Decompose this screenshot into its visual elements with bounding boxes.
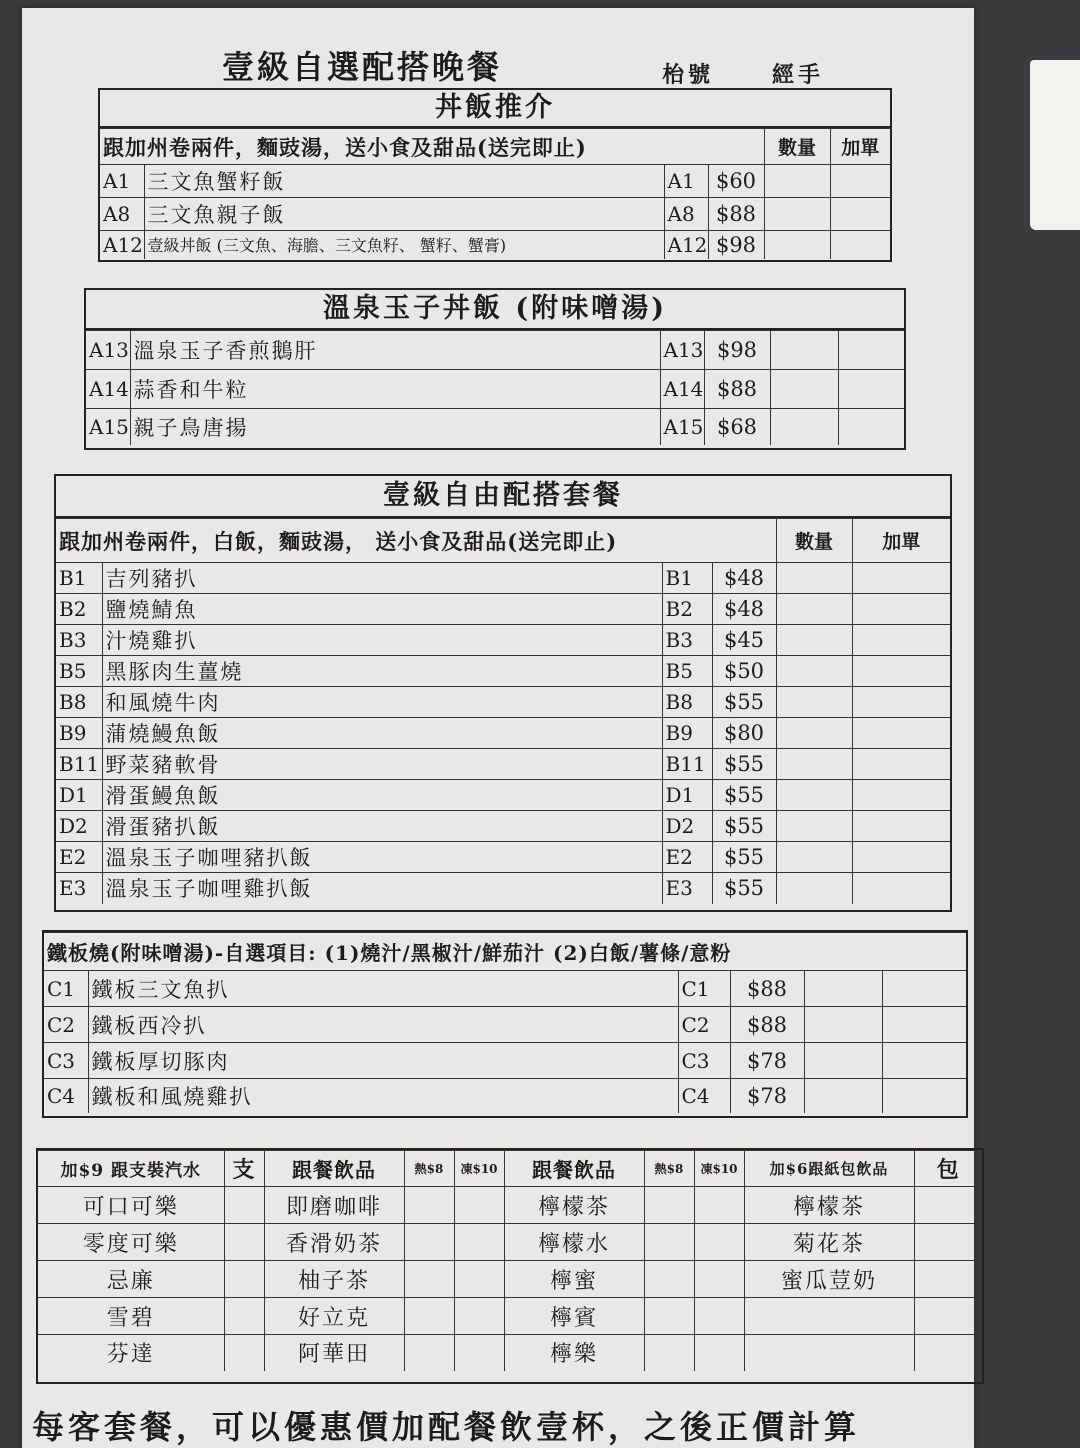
item-name: 汁燒雞扒: [102, 625, 662, 656]
menu-row: [100, 231, 890, 259]
item-code-repeat: B3: [662, 625, 712, 656]
cold-qty-cell[interactable]: [694, 1335, 744, 1371]
hot-qty-cell[interactable]: [644, 1298, 694, 1335]
cold-qty-cell[interactable]: [454, 1335, 504, 1371]
item-name: 鐵板厚切豚肉: [88, 1043, 678, 1079]
donburi-header-row: [100, 129, 890, 165]
item-price: $78: [730, 1079, 804, 1113]
section-donburi-title: 丼飯推介: [100, 90, 890, 128]
item-code-repeat: A13: [660, 331, 704, 370]
item-name: 三文魚蟹籽飯: [144, 165, 664, 198]
menu-header: [22, 8, 974, 88]
item-code: E2: [56, 842, 102, 873]
item-name: 三文魚親子飯: [144, 198, 664, 231]
extra-order-cell[interactable]: [882, 1079, 966, 1113]
set-drink-item: 檸檬茶: [504, 1187, 644, 1224]
drinks-row: [38, 1261, 982, 1298]
item-price: $78: [730, 1043, 804, 1079]
item-price: $55: [712, 842, 776, 873]
item-name: 壹級丼飯 (三文魚、海膽、三文魚籽、 蟹籽、蟹膏): [144, 231, 664, 259]
teppanyaki-note: 鐵板燒(附味噌湯)-自選項目: (1)燒汁/黑椒汁/鮮茄汁 (2)白飯/薯條/意粉: [44, 933, 966, 971]
extra-order-cell[interactable]: [830, 198, 890, 231]
qty-cell[interactable]: [804, 1079, 882, 1113]
soda-qty-cell[interactable]: [224, 1261, 264, 1298]
item-code: B9: [56, 718, 102, 749]
hot-qty-cell[interactable]: [404, 1335, 454, 1371]
item-price: $88: [730, 1007, 804, 1043]
extra-order-cell[interactable]: [830, 165, 890, 198]
extra-order-cell[interactable]: [852, 749, 950, 780]
qty-cell[interactable]: [776, 842, 852, 873]
qty-cell[interactable]: [776, 749, 852, 780]
packed-drink-item: [744, 1298, 914, 1335]
item-price: $55: [712, 873, 776, 904]
item-price: $68: [704, 409, 770, 445]
qty-cell[interactable]: [764, 231, 830, 259]
menu-row: [44, 1079, 966, 1113]
qty-cell[interactable]: [804, 1043, 882, 1079]
item-code-repeat: E3: [662, 873, 712, 904]
item-code: B11: [56, 749, 102, 780]
item-name: 野菜豬軟骨: [102, 749, 662, 780]
item-price: $98: [708, 231, 764, 259]
item-price: $55: [712, 811, 776, 842]
qty-cell[interactable]: [776, 873, 852, 904]
qty-cell[interactable]: [764, 165, 830, 198]
item-code-repeat: A8: [664, 198, 708, 231]
soda-qty-cell[interactable]: [224, 1187, 264, 1224]
extra-order-cell[interactable]: [852, 842, 950, 873]
soda-qty-cell[interactable]: [224, 1335, 264, 1371]
item-code-repeat: A15: [660, 409, 704, 445]
set-drink-item: 柚子茶: [264, 1261, 404, 1298]
drinks-row: [38, 1224, 982, 1261]
item-name: 黑豚肉生薑燒: [102, 656, 662, 687]
item-code-repeat: D2: [662, 811, 712, 842]
set-drink-item: 香滑奶茶: [264, 1224, 404, 1261]
packed-qty-cell[interactable]: [914, 1335, 982, 1371]
set-drink-item: 檸蜜: [504, 1261, 644, 1298]
soda-qty-cell[interactable]: [224, 1224, 264, 1261]
item-name: 吉列豬扒: [102, 563, 662, 594]
item-code-repeat: A1: [664, 165, 708, 198]
qty-cell[interactable]: [770, 370, 838, 409]
menu-row: [44, 1007, 966, 1043]
cold-qty-cell[interactable]: [454, 1224, 504, 1261]
teppanyaki-table: [44, 932, 966, 1113]
set-drink-header-2: 跟餐飲品: [504, 1151, 644, 1187]
menu-row: [44, 1043, 966, 1079]
item-code-repeat: B11: [662, 749, 712, 780]
hot-qty-cell[interactable]: [404, 1224, 454, 1261]
qty-cell[interactable]: [776, 780, 852, 811]
section-free-combo: [54, 474, 952, 912]
extra-order-cell[interactable]: [852, 873, 950, 904]
qty-cell[interactable]: [770, 409, 838, 445]
hot-price-header: 熱$8: [404, 1151, 454, 1187]
menu-row: [56, 811, 950, 842]
item-code-repeat: C1: [678, 971, 730, 1007]
packed-drink-item: [744, 1335, 914, 1371]
cold-qty-cell[interactable]: [454, 1187, 504, 1224]
item-code: B8: [56, 687, 102, 718]
item-code-repeat: C4: [678, 1079, 730, 1113]
packed-drink-item: 檸檬茶: [744, 1187, 914, 1224]
menu-title: 壹級自選配搭晚餐: [222, 48, 503, 86]
set-drink-item: 阿華田: [264, 1335, 404, 1371]
item-code-repeat: B8: [662, 687, 712, 718]
packed-qty-cell[interactable]: [914, 1187, 982, 1224]
item-price: $55: [712, 687, 776, 718]
menu-row: [56, 625, 950, 656]
set-drink-item: 檸賓: [504, 1298, 644, 1335]
item-code: A8: [100, 198, 144, 231]
item-code: E3: [56, 873, 102, 904]
handler-label: 經手: [772, 62, 825, 88]
extra-order-header: 加單: [852, 519, 950, 563]
packed-qty-cell[interactable]: [914, 1261, 982, 1298]
soda-qty-cell[interactable]: [224, 1298, 264, 1335]
qty-cell[interactable]: [770, 331, 838, 370]
item-code: B5: [56, 656, 102, 687]
item-code-repeat: E2: [662, 842, 712, 873]
drinks-header-row: [38, 1151, 982, 1187]
item-code-repeat: B2: [662, 594, 712, 625]
soda-item: 芬達: [38, 1335, 224, 1371]
hot-qty-cell[interactable]: [404, 1298, 454, 1335]
drinks-table: [38, 1150, 982, 1371]
drinks-row: [38, 1335, 982, 1371]
item-price: $48: [712, 594, 776, 625]
menu-sheet: [22, 8, 974, 1448]
hot-price-header-2: 熱$8: [644, 1151, 694, 1187]
section-teppanyaki: [42, 930, 968, 1118]
item-name: 滑蛋豬扒飯: [102, 811, 662, 842]
item-code: D1: [56, 780, 102, 811]
menu-row: [44, 971, 966, 1007]
free-combo-header-row: [56, 519, 950, 563]
item-code: C4: [44, 1079, 88, 1113]
cold-qty-cell[interactable]: [694, 1187, 744, 1224]
hot-qty-cell[interactable]: [644, 1224, 694, 1261]
extra-order-cell[interactable]: [852, 625, 950, 656]
qty-cell[interactable]: [776, 811, 852, 842]
item-name: 蒜香和牛粒: [130, 370, 660, 409]
item-name: 鐵板西冷扒: [88, 1007, 678, 1043]
table-number-label: 枱號: [662, 62, 715, 88]
item-name: 鹽燒鯖魚: [102, 594, 662, 625]
qty-cell[interactable]: [804, 971, 882, 1007]
item-name: 溫泉玉子香煎鵝肝: [130, 331, 660, 370]
set-drink-item: 好立克: [264, 1298, 404, 1335]
qty-cell[interactable]: [776, 687, 852, 718]
item-code: B1: [56, 563, 102, 594]
section-free-combo-title: 壹級自由配搭套餐: [56, 476, 950, 518]
packed-drink-item: 蜜瓜荳奶: [744, 1261, 914, 1298]
item-code-repeat: A14: [660, 370, 704, 409]
item-name: 親子鳥唐揚: [130, 409, 660, 445]
extra-order-cell[interactable]: [838, 370, 904, 409]
qty-cell[interactable]: [776, 718, 852, 749]
menu-row: [56, 687, 950, 718]
item-price: $88: [730, 971, 804, 1007]
section-onsen-egg: [84, 288, 906, 450]
menu-row: [56, 749, 950, 780]
item-code: B3: [56, 625, 102, 656]
item-code: A13: [86, 331, 130, 370]
cold-price-header-2: 凍$10: [694, 1151, 744, 1187]
footer-note: 每客套餐，可以優惠價加配餐飲壹杯，之後正價計算: [32, 1408, 861, 1446]
extra-order-cell[interactable]: [852, 718, 950, 749]
extra-order-cell[interactable]: [882, 971, 966, 1007]
hot-qty-cell[interactable]: [644, 1187, 694, 1224]
menu-row: [56, 718, 950, 749]
item-code: A1: [100, 165, 144, 198]
extra-order-cell[interactable]: [852, 780, 950, 811]
teppanyaki-header-row: [44, 933, 966, 971]
item-code-repeat: B5: [662, 656, 712, 687]
menu-row: [100, 198, 890, 231]
menu-row: [56, 842, 950, 873]
extra-order-header: 加單: [830, 129, 890, 165]
qty-cell[interactable]: [776, 656, 852, 687]
packed-unit-header: 包: [914, 1151, 982, 1187]
item-code-repeat: D1: [662, 780, 712, 811]
item-price: $45: [712, 625, 776, 656]
item-name: 鐵板三文魚扒: [88, 971, 678, 1007]
item-price: $50: [712, 656, 776, 687]
soda-item: 忌廉: [38, 1261, 224, 1298]
menu-row: [56, 780, 950, 811]
item-price: $88: [704, 370, 770, 409]
item-code-repeat: B9: [662, 718, 712, 749]
item-price: $88: [708, 198, 764, 231]
menu-row: [86, 331, 904, 370]
item-code: C3: [44, 1043, 88, 1079]
extra-order-cell[interactable]: [852, 687, 950, 718]
item-price: $55: [712, 780, 776, 811]
donburi-table: [100, 128, 890, 259]
menu-row: [56, 656, 950, 687]
item-name: 溫泉玉子咖哩豬扒飯: [102, 842, 662, 873]
item-code: C2: [44, 1007, 88, 1043]
hot-qty-cell[interactable]: [644, 1335, 694, 1371]
item-code-repeat: B1: [662, 563, 712, 594]
drinks-row: [38, 1187, 982, 1224]
qty-cell[interactable]: [804, 1007, 882, 1043]
menu-row: [56, 873, 950, 904]
free-combo-note: 跟加州卷兩件，白飯，麵豉湯， 送小食及甜品(送完即止): [56, 519, 776, 563]
item-code: C1: [44, 971, 88, 1007]
packed-drink-item: 菊花茶: [744, 1224, 914, 1261]
onsen-egg-table: [86, 330, 904, 445]
extra-order-cell[interactable]: [852, 594, 950, 625]
hot-qty-cell[interactable]: [404, 1187, 454, 1224]
section-drinks: [36, 1148, 984, 1384]
item-code: B2: [56, 594, 102, 625]
cold-qty-cell[interactable]: [694, 1298, 744, 1335]
qty-cell[interactable]: [776, 594, 852, 625]
cold-qty-cell[interactable]: [694, 1224, 744, 1261]
packed-drink-header: 加$6跟紙包飲品: [744, 1151, 914, 1187]
menu-row: [86, 370, 904, 409]
extra-order-cell[interactable]: [838, 331, 904, 370]
soda-item: 雪碧: [38, 1298, 224, 1335]
packed-qty-cell[interactable]: [914, 1298, 982, 1335]
extra-order-cell[interactable]: [852, 563, 950, 594]
hot-qty-cell[interactable]: [404, 1261, 454, 1298]
qty-cell[interactable]: [776, 563, 852, 594]
section-onsen-egg-title: 溫泉玉子丼飯 (附味噌湯): [86, 290, 904, 330]
menu-row: [56, 563, 950, 594]
item-name: 和風燒牛肉: [102, 687, 662, 718]
qty-cell[interactable]: [776, 625, 852, 656]
cold-qty-cell[interactable]: [694, 1261, 744, 1298]
item-code-repeat: C3: [678, 1043, 730, 1079]
item-price: $98: [704, 331, 770, 370]
napkin: [1030, 60, 1080, 230]
soda-header: 加$9 跟支裝汽水: [38, 1151, 224, 1187]
extra-order-cell[interactable]: [882, 1043, 966, 1079]
item-price: $60: [708, 165, 764, 198]
item-price: $55: [712, 749, 776, 780]
set-drink-item: 檸檬水: [504, 1224, 644, 1261]
item-code: A14: [86, 370, 130, 409]
extra-order-cell[interactable]: [882, 1007, 966, 1043]
cold-qty-cell[interactable]: [454, 1261, 504, 1298]
soda-item: 可口可樂: [38, 1187, 224, 1224]
cold-price-header: 凍$10: [454, 1151, 504, 1187]
item-name: 鐵板和風燒雞扒: [88, 1079, 678, 1113]
donburi-note: 跟加州卷兩件，麵豉湯，送小食及甜品(送完即止): [100, 129, 764, 165]
item-code: A15: [86, 409, 130, 445]
drinks-row: [38, 1298, 982, 1335]
soda-unit-header: 支: [224, 1151, 264, 1187]
item-name: 蒲燒鰻魚飯: [102, 718, 662, 749]
soda-item: 零度可樂: [38, 1224, 224, 1261]
item-price: $48: [712, 563, 776, 594]
item-code: A12: [100, 231, 144, 259]
qty-header: 數量: [764, 129, 830, 165]
item-code: D2: [56, 811, 102, 842]
item-code-repeat: A12: [664, 231, 708, 259]
set-drink-item: 檸樂: [504, 1335, 644, 1371]
qty-cell[interactable]: [764, 198, 830, 231]
set-drink-header: 跟餐飲品: [264, 1151, 404, 1187]
item-name: 滑蛋鰻魚飯: [102, 780, 662, 811]
item-name: 溫泉玉子咖哩雞扒飯: [102, 873, 662, 904]
menu-row: [86, 409, 904, 445]
set-drink-item: 即磨咖啡: [264, 1187, 404, 1224]
free-combo-table: [56, 518, 950, 904]
extra-order-cell[interactable]: [830, 231, 890, 259]
extra-order-cell[interactable]: [838, 409, 904, 445]
menu-row: [100, 165, 890, 198]
extra-order-cell[interactable]: [852, 811, 950, 842]
qty-header: 數量: [776, 519, 852, 563]
item-code-repeat: C2: [678, 1007, 730, 1043]
extra-order-cell[interactable]: [852, 656, 950, 687]
packed-qty-cell[interactable]: [914, 1224, 982, 1261]
menu-row: [56, 594, 950, 625]
section-donburi: [98, 88, 892, 262]
cold-qty-cell[interactable]: [454, 1298, 504, 1335]
item-price: $80: [712, 718, 776, 749]
hot-qty-cell[interactable]: [644, 1261, 694, 1298]
